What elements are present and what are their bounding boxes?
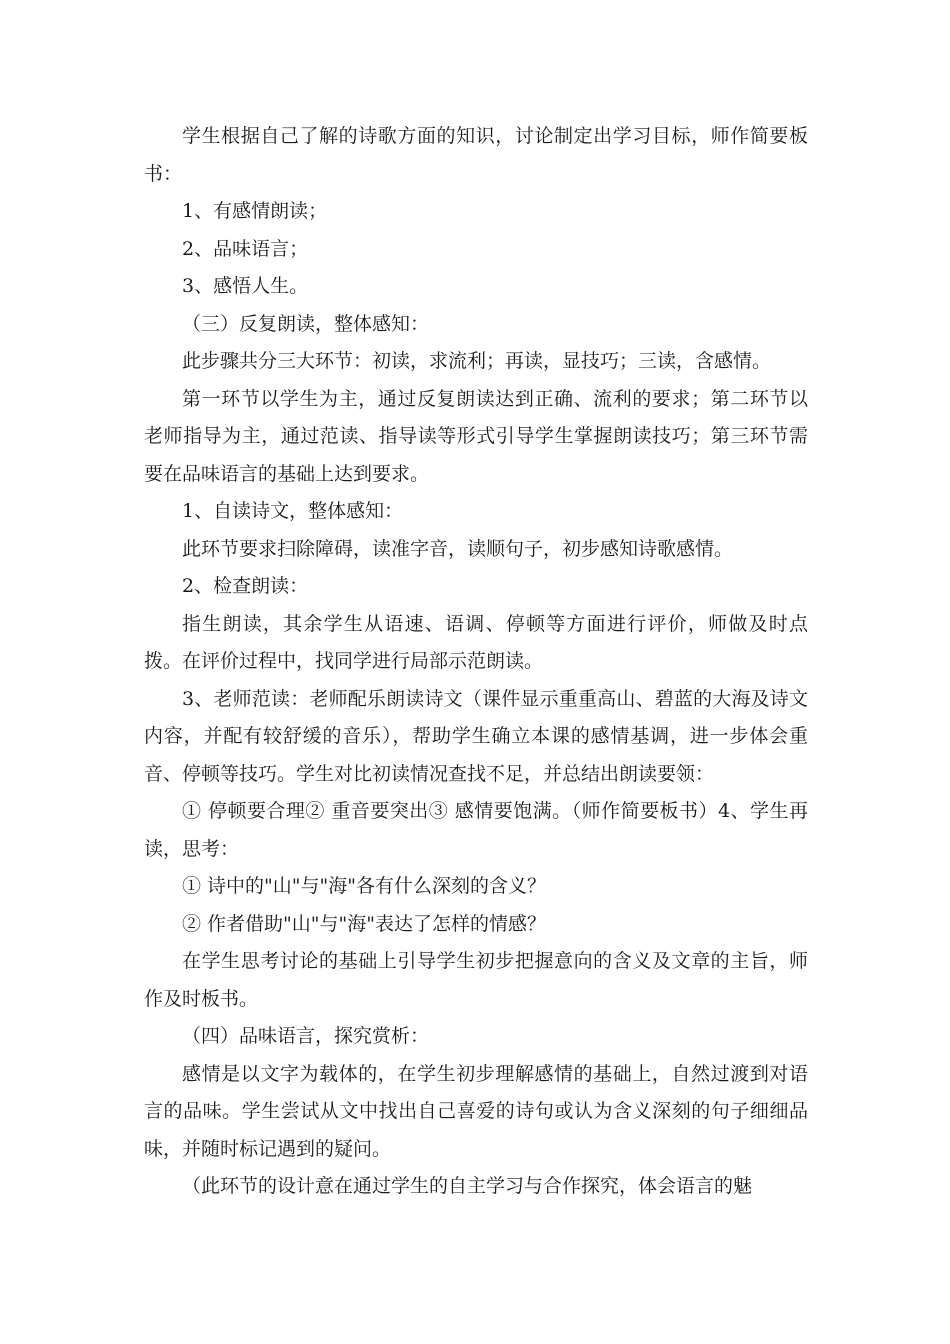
document-body bbox=[144, 118, 808, 1206]
reading-essentials: ① 停顿要合理② 重音要突出③ 感情要饱满。（师作简要板书）4、学生再读，思考： bbox=[144, 800, 808, 860]
section-heading-4: （四）品味语言，探究赏析： bbox=[182, 1025, 430, 1047]
step-1-text: 此环节要求扫除障碍，读准字音，读顺句子，初步感知诗歌感情。 bbox=[182, 537, 734, 560]
goal-item-1: 1、有感情朗读； bbox=[182, 200, 328, 222]
paragraph-stage-details: 第一环节以学生为主，通过反复朗读达到正确、流利的要求；第二环节以老师指导为主，通过范读、指导读等形式引导学生掌握朗读技巧；第三环节需要在品味语言的基础上达到要求。 bbox=[144, 387, 808, 485]
step-2-heading: 2、检查朗读： bbox=[182, 575, 309, 597]
step-3-text: 3、老师范读：老师配乐朗读诗文（课件显示重重高山、碧蓝的大海及诗文内容，并配有较舒缓的音乐），帮助学生确立本课的感情基调，进一步体会重音、停顿等技巧。学生对比初读情况查找不足，并总结出朗读要领： bbox=[144, 687, 808, 785]
goal-item-2: 2、品味语言； bbox=[182, 237, 309, 260]
paragraph-learning-goals-intro: 学生根据自己了解的诗歌方面的知识，讨论制定出学习目标，师作简要板书： bbox=[144, 125, 808, 185]
goal-item-3: 3、感悟人生。 bbox=[182, 275, 309, 297]
section-heading-3: （三）反复朗读，整体感知： bbox=[182, 312, 430, 335]
paragraph-design-intent: （此环节的设计意在通过学生的自主学习与合作探究，体会语言的魅 bbox=[182, 1175, 753, 1197]
paragraph-three-stages: 此步骤共分三大环节：初读，求流利；再读，显技巧；三读，含感情。 bbox=[182, 350, 772, 372]
question-2: ② 作者借助"山"与"海"表达了怎样的情感？ bbox=[182, 912, 546, 935]
step-2-text: 指生朗读，其余学生从语速、语调、停顿等方面进行评价，师做及时点拨。在评价过程中，找同学进行局部示范朗读。 bbox=[144, 612, 808, 672]
paragraph-language-appreciation: 感情是以文字为载体的，在学生初步理解感情的基础上，自然过渡到对语言的品味。学生尝试从文中找出自己喜爱的诗句或认为含义深刻的句子细细品味，并随时标记遇到的疑问。 bbox=[144, 1062, 808, 1160]
paragraph-discussion: 在学生思考讨论的基础上引导学生初步把握意向的含义及文章的主旨，师作及时板书。 bbox=[144, 950, 808, 1010]
step-1-heading: 1、自读诗文，整体感知： bbox=[182, 500, 404, 522]
question-1: ① 诗中的"山"与"海"各有什么深刻的含义？ bbox=[182, 875, 546, 897]
